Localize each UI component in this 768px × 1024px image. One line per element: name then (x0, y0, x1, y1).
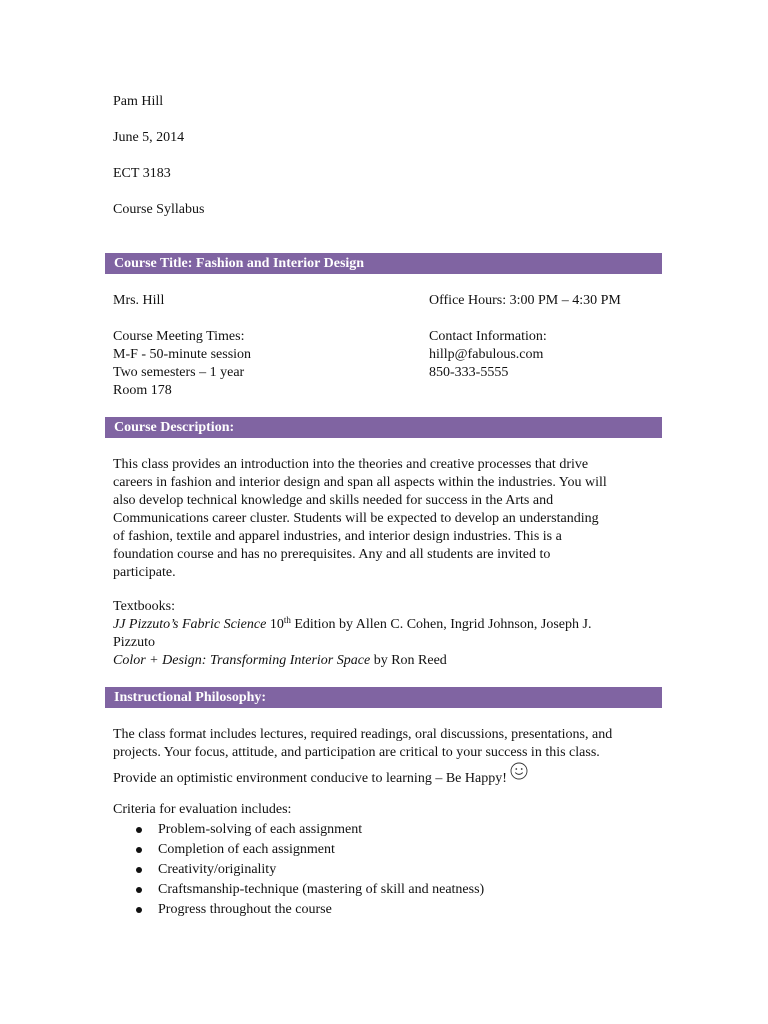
contact-phone: 850-333-5555 (429, 365, 509, 380)
bullet-icon (136, 867, 142, 873)
bullet-icon (136, 827, 142, 833)
contact-email: hillp@fabulous.com (429, 347, 544, 362)
textbooks-label: Textbooks: (113, 599, 176, 614)
textbook-2-author: by Ron Reed (370, 653, 447, 668)
textbook-2-title: Color + Design: Transforming Interior Space (113, 653, 371, 668)
list-item (113, 860, 484, 880)
contact-label: Contact Information: (429, 329, 547, 344)
philosophy-text (113, 726, 658, 788)
instructional-philosophy-bar: Instructional Philosophy: (105, 687, 662, 708)
course-description-bar: Course Description: (105, 417, 662, 438)
description-line: foundation course and has no prerequisites. Any and all students are invited to (113, 547, 551, 562)
description-line: This class provides an introduction into the theories and creative processes that drive (113, 457, 589, 472)
philosophy-line-text: Provide an optimistic environment conducive to learning – Be Happy! (113, 771, 507, 786)
document-type: Course Syllabus (113, 202, 205, 217)
textbook-1-continued: Pizzuto (113, 635, 155, 650)
criteria-item-label: Progress throughout the course (158, 902, 332, 917)
philosophy-line: projects. Your focus, attitude, and participation are critical to your success in this class. (113, 745, 600, 760)
criteria-item-label: Creativity/originality (158, 862, 277, 877)
bullet-icon (136, 887, 142, 893)
list-item (113, 900, 484, 920)
description-line: also develop technical knowledge and skills needed for success in the Arts and (113, 493, 554, 508)
textbook-1-edition-suffix: th (283, 615, 291, 625)
description-line: participate. (113, 565, 176, 580)
textbook-1 (113, 616, 591, 634)
philosophy-line: The class format includes lectures, required readings, oral discussions, presentations, and (113, 727, 613, 742)
bullet-icon (136, 847, 142, 853)
textbook-1-title: JJ Pizzuto’s Fabric Science (113, 617, 267, 632)
list-item (113, 820, 484, 840)
document-date: June 5, 2014 (113, 130, 185, 145)
course-title-bar: Course Title: Fashion and Interior Design (105, 253, 662, 274)
philosophy-line-last (113, 762, 658, 788)
criteria-item-label: Completion of each assignment (158, 842, 335, 857)
textbook-1-authors: Edition by Allen C. Cohen, Ingrid Johnson, Joseph J. (290, 617, 592, 632)
room-number: Room 178 (113, 383, 172, 398)
criteria-item-label: Craftsmanship-technique (mastering of skill and neatness) (158, 882, 485, 897)
criteria-list (113, 820, 484, 920)
list-item (113, 880, 484, 900)
smiley-face-icon (510, 762, 528, 786)
meeting-session: M-F - 50-minute session (113, 347, 252, 362)
course-code: ECT 3183 (113, 166, 171, 181)
description-line: careers in fashion and interior design and span all aspects within the industries. You will (113, 475, 607, 490)
meeting-times-label: Course Meeting Times: (113, 329, 245, 344)
author-name: Pam Hill (113, 94, 164, 109)
criteria-label: Criteria for evaluation includes: (113, 802, 292, 817)
meeting-length: Two semesters – 1 year (113, 365, 245, 380)
instructor-name: Mrs. Hill (113, 293, 165, 308)
criteria-item-label: Problem-solving of each assignment (158, 822, 363, 837)
description-line: Communications career cluster. Students will be expected to develop an understanding (113, 511, 599, 526)
description-line: of fashion, textile and apparel industries, and interior design industries. This is a (113, 529, 562, 544)
office-hours: Office Hours: 3:00 PM – 4:30 PM (429, 293, 621, 308)
textbook-2 (113, 652, 447, 670)
textbook-1-edition: 10 (269, 617, 284, 632)
course-description-text (113, 456, 658, 582)
bullet-icon (136, 907, 142, 913)
list-item (113, 840, 484, 860)
